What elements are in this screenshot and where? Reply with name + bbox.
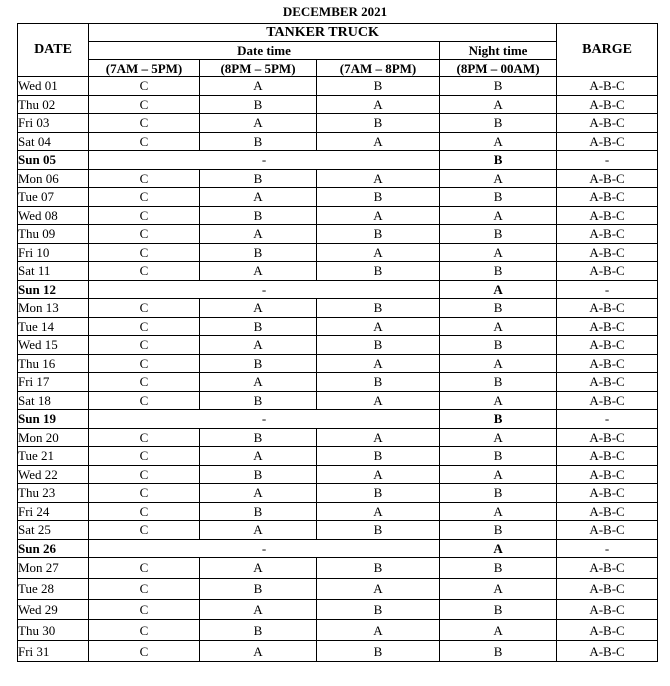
date-cell: Wed 01 bbox=[18, 77, 89, 96]
shift-1-cell: C bbox=[89, 95, 200, 114]
table-row bbox=[18, 317, 658, 336]
barge-cell: A-B-C bbox=[557, 132, 658, 151]
night-shift-cell: B bbox=[440, 188, 557, 207]
table-row bbox=[18, 243, 658, 262]
barge-cell: A-B-C bbox=[557, 317, 658, 336]
date-cell: Thu 16 bbox=[18, 354, 89, 373]
table-row bbox=[18, 599, 658, 620]
barge-cell: A-B-C bbox=[557, 336, 658, 355]
shift-2-cell: B bbox=[200, 354, 317, 373]
shift-3-cell: A bbox=[317, 317, 440, 336]
barge-cell: A-B-C bbox=[557, 428, 658, 447]
date-cell: Sun 26 bbox=[18, 539, 89, 558]
shift-3-cell: A bbox=[317, 391, 440, 410]
shift-3-cell: B bbox=[317, 599, 440, 620]
shift-3-cell: B bbox=[317, 484, 440, 503]
table-row bbox=[18, 206, 658, 225]
date-cell: Sat 25 bbox=[18, 521, 89, 540]
date-cell: Sat 18 bbox=[18, 391, 89, 410]
night-shift-cell: A bbox=[440, 539, 557, 558]
shift-3-cell: A bbox=[317, 132, 440, 151]
shift-2-cell: A bbox=[200, 114, 317, 133]
shift-1-cell: C bbox=[89, 225, 200, 244]
night-shift-cell: A bbox=[440, 280, 557, 299]
shift-3-cell: B bbox=[317, 225, 440, 244]
shift-3-cell: B bbox=[317, 299, 440, 318]
table-row bbox=[18, 539, 658, 558]
night-shift-cell: B bbox=[440, 151, 557, 170]
table-row bbox=[18, 558, 658, 579]
date-cell: Sun 19 bbox=[18, 410, 89, 429]
shift-2-cell: B bbox=[200, 465, 317, 484]
night-shift-cell: A bbox=[440, 243, 557, 262]
shift-3-cell: B bbox=[317, 641, 440, 662]
barge-cell: A-B-C bbox=[557, 243, 658, 262]
table-row bbox=[18, 169, 658, 188]
table-row bbox=[18, 428, 658, 447]
header-barge: BARGE bbox=[557, 24, 658, 77]
table-row bbox=[18, 373, 658, 392]
table-row bbox=[18, 521, 658, 540]
shift-2-cell: B bbox=[200, 428, 317, 447]
barge-cell: A-B-C bbox=[557, 558, 658, 579]
header-shift-3: (7AM – 8PM) bbox=[317, 60, 440, 77]
shift-2-cell: A bbox=[200, 299, 317, 318]
night-shift-cell: A bbox=[440, 132, 557, 151]
shift-1-cell: C bbox=[89, 465, 200, 484]
table-row bbox=[18, 280, 658, 299]
shift-1-cell: C bbox=[89, 428, 200, 447]
shift-3-cell: A bbox=[317, 354, 440, 373]
day-shift-cell: - bbox=[89, 151, 440, 170]
shift-3-cell: A bbox=[317, 95, 440, 114]
shift-2-cell: A bbox=[200, 447, 317, 466]
shift-3-cell: B bbox=[317, 262, 440, 281]
barge-cell: - bbox=[557, 151, 658, 170]
shift-2-cell: A bbox=[200, 225, 317, 244]
night-shift-cell: B bbox=[440, 484, 557, 503]
shift-2-cell: A bbox=[200, 373, 317, 392]
night-shift-cell: B bbox=[440, 521, 557, 540]
shift-2-cell: A bbox=[200, 521, 317, 540]
header-shift-2: (8PM – 5PM) bbox=[200, 60, 317, 77]
shift-1-cell: C bbox=[89, 262, 200, 281]
shift-1-cell: C bbox=[89, 169, 200, 188]
shift-1-cell: C bbox=[89, 447, 200, 466]
shift-3-cell: A bbox=[317, 243, 440, 262]
shift-3-cell: B bbox=[317, 336, 440, 355]
shift-2-cell: A bbox=[200, 558, 317, 579]
barge-cell: A-B-C bbox=[557, 373, 658, 392]
barge-cell: A-B-C bbox=[557, 95, 658, 114]
shift-1-cell: C bbox=[89, 373, 200, 392]
night-shift-cell: B bbox=[440, 262, 557, 281]
shift-3-cell: A bbox=[317, 502, 440, 521]
date-cell: Fri 10 bbox=[18, 243, 89, 262]
table-row bbox=[18, 502, 658, 521]
night-shift-cell: A bbox=[440, 391, 557, 410]
barge-cell: A-B-C bbox=[557, 502, 658, 521]
barge-cell: A-B-C bbox=[557, 206, 658, 225]
shift-2-cell: B bbox=[200, 95, 317, 114]
table-row bbox=[18, 620, 658, 641]
barge-cell: A-B-C bbox=[557, 620, 658, 641]
table-row bbox=[18, 578, 658, 599]
table-row bbox=[18, 410, 658, 429]
table-header bbox=[18, 24, 658, 77]
shift-2-cell: B bbox=[200, 578, 317, 599]
night-shift-cell: B bbox=[440, 373, 557, 392]
night-shift-cell: B bbox=[440, 225, 557, 244]
shift-1-cell: C bbox=[89, 317, 200, 336]
night-shift-cell: A bbox=[440, 354, 557, 373]
day-shift-cell: - bbox=[89, 280, 440, 299]
header-date: DATE bbox=[18, 24, 89, 77]
schedule-table bbox=[17, 23, 658, 662]
shift-1-cell: C bbox=[89, 188, 200, 207]
shift-2-cell: A bbox=[200, 336, 317, 355]
night-shift-cell: A bbox=[440, 95, 557, 114]
date-cell: Mon 13 bbox=[18, 299, 89, 318]
night-shift-cell: B bbox=[440, 447, 557, 466]
night-shift-cell: B bbox=[440, 558, 557, 579]
night-shift-cell: A bbox=[440, 206, 557, 225]
shift-2-cell: B bbox=[200, 132, 317, 151]
shift-1-cell: C bbox=[89, 132, 200, 151]
date-cell: Thu 02 bbox=[18, 95, 89, 114]
night-shift-cell: A bbox=[440, 428, 557, 447]
shift-2-cell: A bbox=[200, 262, 317, 281]
date-cell: Sun 12 bbox=[18, 280, 89, 299]
table-row bbox=[18, 132, 658, 151]
barge-cell: A-B-C bbox=[557, 354, 658, 373]
date-cell: Tue 07 bbox=[18, 188, 89, 207]
header-shift-4: (8PM – 00AM) bbox=[440, 60, 557, 77]
shift-3-cell: A bbox=[317, 578, 440, 599]
barge-cell: - bbox=[557, 280, 658, 299]
table-row bbox=[18, 484, 658, 503]
date-cell: Sat 11 bbox=[18, 262, 89, 281]
shift-2-cell: B bbox=[200, 317, 317, 336]
barge-cell: - bbox=[557, 410, 658, 429]
shift-1-cell: C bbox=[89, 521, 200, 540]
barge-cell: A-B-C bbox=[557, 169, 658, 188]
table-row bbox=[18, 447, 658, 466]
date-cell: Tue 14 bbox=[18, 317, 89, 336]
date-cell: Tue 21 bbox=[18, 447, 89, 466]
barge-cell: A-B-C bbox=[557, 641, 658, 662]
barge-cell: A-B-C bbox=[557, 391, 658, 410]
date-cell: Thu 23 bbox=[18, 484, 89, 503]
barge-cell: A-B-C bbox=[557, 299, 658, 318]
date-cell: Mon 27 bbox=[18, 558, 89, 579]
day-shift-cell: - bbox=[89, 410, 440, 429]
shift-1-cell: C bbox=[89, 391, 200, 410]
barge-cell: A-B-C bbox=[557, 484, 658, 503]
table-row bbox=[18, 299, 658, 318]
table-row bbox=[18, 95, 658, 114]
night-shift-cell: B bbox=[440, 641, 557, 662]
barge-cell: A-B-C bbox=[557, 114, 658, 133]
shift-2-cell: A bbox=[200, 484, 317, 503]
table-row bbox=[18, 465, 658, 484]
night-shift-cell: B bbox=[440, 114, 557, 133]
table-row bbox=[18, 262, 658, 281]
table-row bbox=[18, 225, 658, 244]
shift-1-cell: C bbox=[89, 641, 200, 662]
shift-2-cell: B bbox=[200, 620, 317, 641]
shift-2-cell: B bbox=[200, 169, 317, 188]
shift-2-cell: B bbox=[200, 502, 317, 521]
table-row bbox=[18, 641, 658, 662]
night-shift-cell: A bbox=[440, 169, 557, 188]
date-cell: Thu 30 bbox=[18, 620, 89, 641]
header-shift-1: (7AM – 5PM) bbox=[89, 60, 200, 77]
shift-2-cell: A bbox=[200, 77, 317, 96]
night-shift-cell: B bbox=[440, 299, 557, 318]
date-cell: Wed 29 bbox=[18, 599, 89, 620]
night-shift-cell: B bbox=[440, 599, 557, 620]
night-shift-cell: B bbox=[440, 410, 557, 429]
date-cell: Fri 24 bbox=[18, 502, 89, 521]
date-cell: Thu 09 bbox=[18, 225, 89, 244]
shift-3-cell: B bbox=[317, 521, 440, 540]
shift-1-cell: C bbox=[89, 243, 200, 262]
date-cell: Mon 20 bbox=[18, 428, 89, 447]
table-body bbox=[18, 77, 658, 662]
shift-2-cell: B bbox=[200, 243, 317, 262]
date-cell: Fri 03 bbox=[18, 114, 89, 133]
table-row bbox=[18, 354, 658, 373]
date-cell: Mon 06 bbox=[18, 169, 89, 188]
shift-1-cell: C bbox=[89, 114, 200, 133]
date-cell: Wed 15 bbox=[18, 336, 89, 355]
night-shift-cell: B bbox=[440, 336, 557, 355]
night-shift-cell: A bbox=[440, 502, 557, 521]
shift-3-cell: B bbox=[317, 77, 440, 96]
shift-1-cell: C bbox=[89, 502, 200, 521]
night-shift-cell: A bbox=[440, 578, 557, 599]
shift-1-cell: C bbox=[89, 336, 200, 355]
night-shift-cell: B bbox=[440, 77, 557, 96]
shift-1-cell: C bbox=[89, 558, 200, 579]
barge-cell: A-B-C bbox=[557, 188, 658, 207]
shift-2-cell: A bbox=[200, 188, 317, 207]
barge-cell: A-B-C bbox=[557, 465, 658, 484]
date-cell: Wed 22 bbox=[18, 465, 89, 484]
shift-1-cell: C bbox=[89, 206, 200, 225]
shift-1-cell: C bbox=[89, 77, 200, 96]
document-title: DECEMBER 2021 bbox=[282, 4, 388, 19]
barge-cell: - bbox=[557, 539, 658, 558]
shift-1-cell: C bbox=[89, 578, 200, 599]
barge-cell: A-B-C bbox=[557, 521, 658, 540]
shift-3-cell: A bbox=[317, 428, 440, 447]
barge-cell: A-B-C bbox=[557, 77, 658, 96]
shift-2-cell: B bbox=[200, 391, 317, 410]
header-night-time: Night time bbox=[440, 42, 557, 60]
shift-1-cell: C bbox=[89, 599, 200, 620]
shift-2-cell: A bbox=[200, 599, 317, 620]
date-cell: Sun 05 bbox=[18, 151, 89, 170]
shift-3-cell: A bbox=[317, 620, 440, 641]
barge-cell: A-B-C bbox=[557, 225, 658, 244]
shift-3-cell: B bbox=[317, 373, 440, 392]
date-cell: Tue 28 bbox=[18, 578, 89, 599]
table-row bbox=[18, 188, 658, 207]
shift-3-cell: B bbox=[317, 188, 440, 207]
night-shift-cell: A bbox=[440, 317, 557, 336]
shift-3-cell: A bbox=[317, 206, 440, 225]
date-cell: Fri 31 bbox=[18, 641, 89, 662]
shift-3-cell: A bbox=[317, 465, 440, 484]
date-cell: Sat 04 bbox=[18, 132, 89, 151]
shift-1-cell: C bbox=[89, 620, 200, 641]
shift-2-cell: B bbox=[200, 206, 317, 225]
date-cell: Fri 17 bbox=[18, 373, 89, 392]
table-row bbox=[18, 336, 658, 355]
date-cell: Wed 08 bbox=[18, 206, 89, 225]
shift-1-cell: C bbox=[89, 354, 200, 373]
header-date-time: Date time bbox=[89, 42, 440, 60]
shift-3-cell: A bbox=[317, 169, 440, 188]
table-row bbox=[18, 114, 658, 133]
shift-2-cell: A bbox=[200, 641, 317, 662]
barge-cell: A-B-C bbox=[557, 447, 658, 466]
header-tanker-truck: TANKER TRUCK bbox=[89, 24, 557, 42]
table-row bbox=[18, 151, 658, 170]
day-shift-cell: - bbox=[89, 539, 440, 558]
barge-cell: A-B-C bbox=[557, 578, 658, 599]
table-row bbox=[18, 77, 658, 96]
night-shift-cell: A bbox=[440, 620, 557, 641]
shift-3-cell: B bbox=[317, 558, 440, 579]
night-shift-cell: A bbox=[440, 465, 557, 484]
table-row bbox=[18, 391, 658, 410]
shift-3-cell: B bbox=[317, 447, 440, 466]
shift-1-cell: C bbox=[89, 299, 200, 318]
barge-cell: A-B-C bbox=[557, 599, 658, 620]
shift-3-cell: B bbox=[317, 114, 440, 133]
barge-cell: A-B-C bbox=[557, 262, 658, 281]
shift-1-cell: C bbox=[89, 484, 200, 503]
